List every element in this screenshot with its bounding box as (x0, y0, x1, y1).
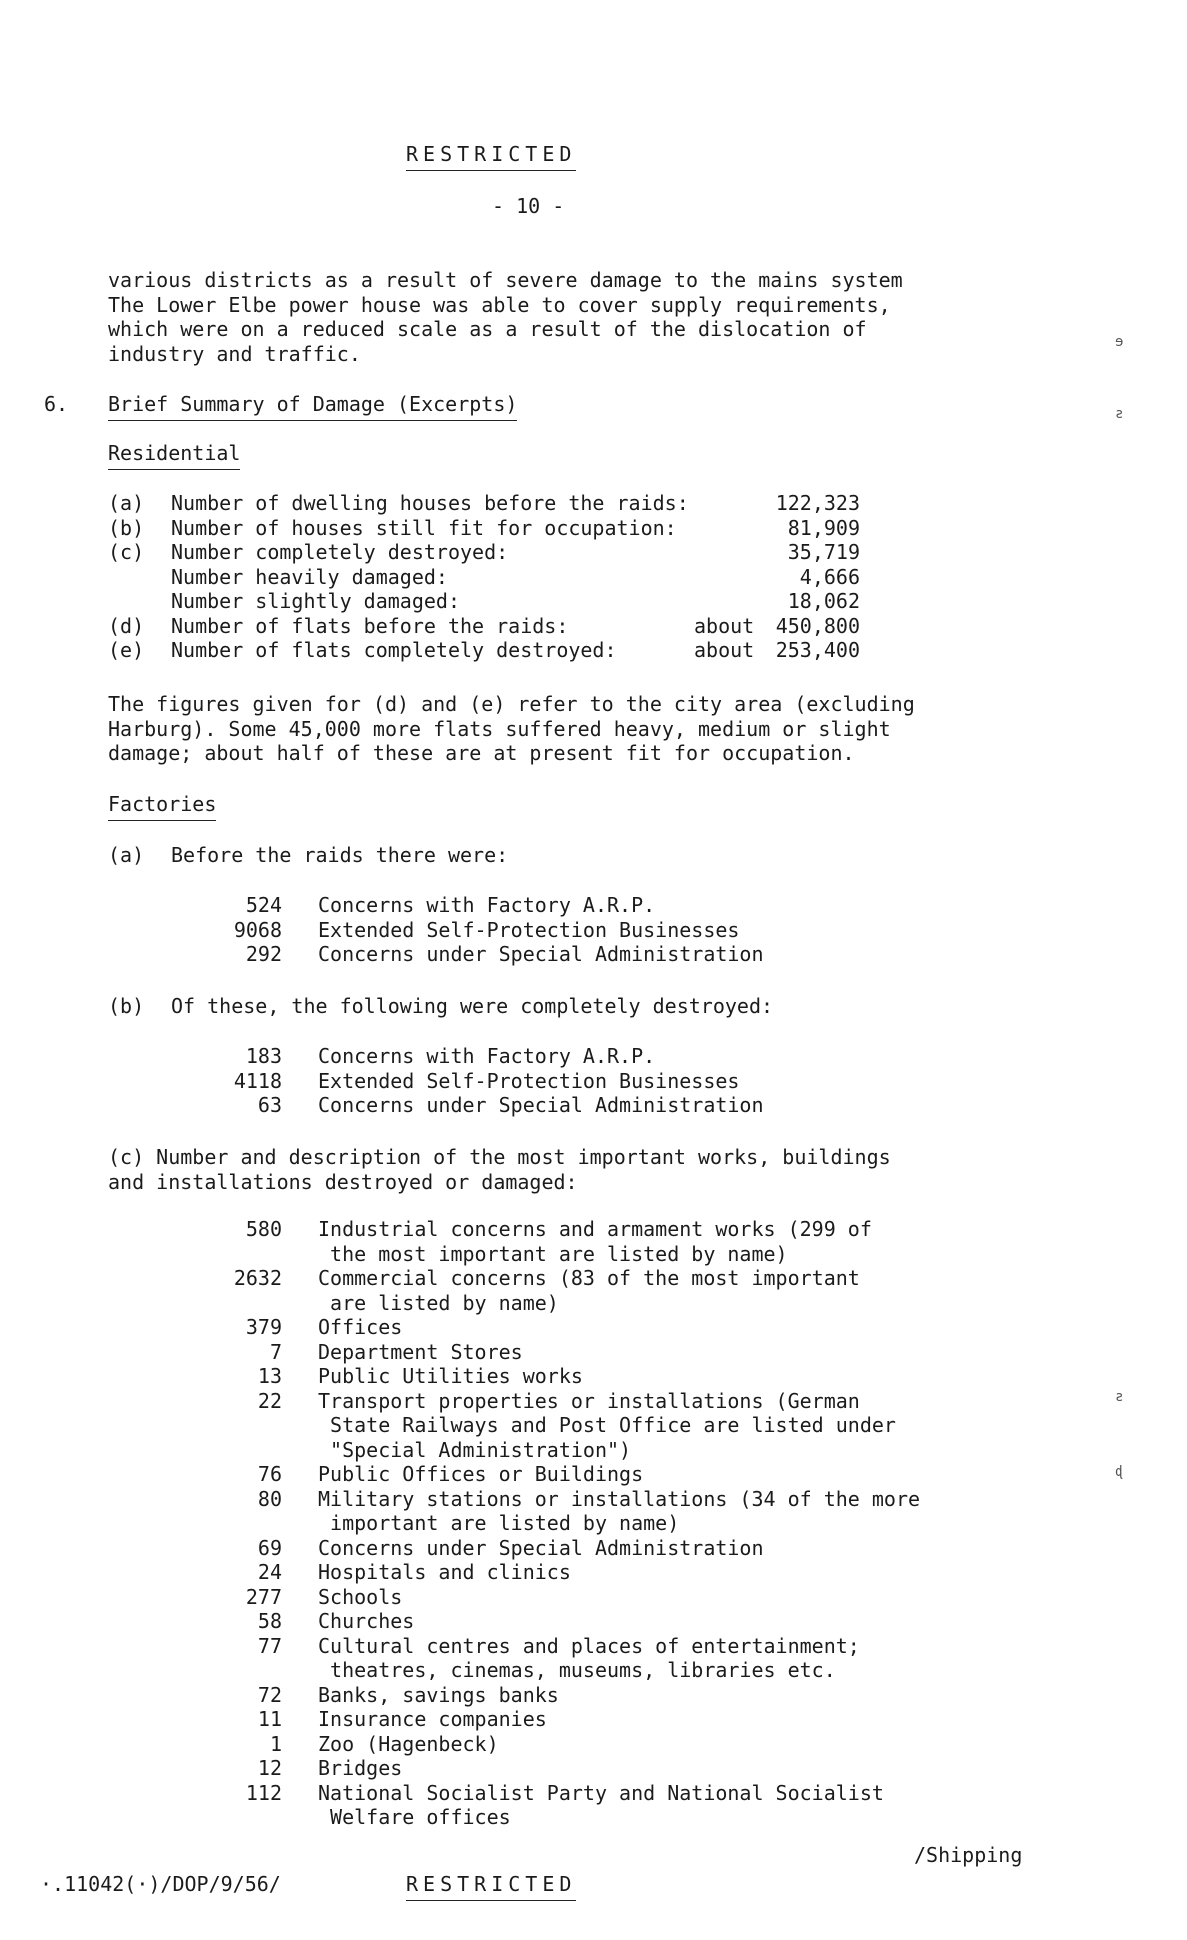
residential-item-value: 122,323 (775, 491, 860, 515)
residential-heading: Residential (108, 441, 240, 470)
works-description: Bridges (318, 1756, 403, 1780)
residential-item-label: Number of houses still fit for occupation: (171, 515, 677, 540)
works-description: Insurance companies (318, 1707, 547, 1731)
works-count: 1 (269, 1731, 282, 1756)
factories-b-text: Of these, the following were completely destroyed: (171, 994, 774, 1018)
works-description: Offices (318, 1315, 403, 1339)
page-number: - 10 - (492, 194, 565, 218)
count-description: Concerns under Special Administration (318, 1093, 764, 1117)
section-number: 6. (44, 392, 69, 416)
residential-note: The figures given for (d) and (e) refer to the city area (excluding Harburg). Some 45,000 more flats suffered heavy, medium or slight damage; about half of these are at present fit for occupation. (108, 692, 915, 765)
count-description: Concerns under Special Administration (318, 942, 764, 966)
count-description: Extended Self-Protection Businesses (318, 917, 740, 942)
factories-b-label: (b) (108, 994, 145, 1018)
residential-item-prefix: about (694, 613, 755, 638)
residential-item-label: Number of flats before the raids: (171, 613, 569, 638)
count-description: Extended Self-Protection Businesses (318, 1068, 740, 1093)
works-description: Zoo (Hagenbeck) (318, 1731, 499, 1756)
margin-mark: ƨ (1115, 1389, 1124, 1405)
residential-item-value: 18,062 (787, 589, 860, 613)
works-count: 69 (257, 1535, 282, 1560)
factories-a-text: Before the raids there were: (171, 843, 509, 867)
works-count: 24 (257, 1560, 282, 1584)
works-description: Banks, savings banks (318, 1682, 559, 1707)
works-description: Commercial concerns (83 of the most important are listed by name) (318, 1266, 860, 1315)
count-value: 183 (245, 1044, 282, 1068)
residential-item-letter: (a) (108, 491, 145, 515)
margin-mark: ƨ (1115, 406, 1124, 422)
residential-item-label: Number of dwelling houses before the raids: (171, 491, 689, 515)
works-description: Department Stores (318, 1339, 523, 1364)
header-classification: RESTRICTED (406, 142, 576, 171)
count-value: 292 (245, 942, 282, 966)
residential-item-label: Number of flats completely destroyed: (171, 638, 617, 662)
works-count: 72 (257, 1682, 282, 1707)
count-value: 4118 (233, 1068, 282, 1093)
works-count: 13 (257, 1364, 282, 1388)
count-value: 63 (257, 1093, 282, 1117)
residential-item-value: 35,719 (787, 540, 860, 564)
works-count: 77 (257, 1633, 282, 1658)
works-description: Hospitals and clinics (318, 1560, 571, 1584)
residential-item-letter: (c) (108, 540, 145, 564)
works-count: 12 (257, 1756, 282, 1780)
works-count: 379 (245, 1315, 282, 1339)
works-count: 76 (257, 1462, 282, 1486)
intro-paragraph: various districts as a result of severe damage to the mains system The Lower Elbe power house was able to cover supply requirements, which were on a reduced scale as a result of the dislocation of industry and traffic. (108, 268, 903, 366)
count-value: 9068 (233, 917, 282, 942)
works-description: Industrial concerns and armament works (299 of the most important are listed by name) (318, 1217, 872, 1266)
works-description: National Socialist Party and National Socialist Welfare offices (318, 1780, 884, 1829)
document-reference: ·.11042(·)/DOP/9/56/ (40, 1872, 281, 1896)
works-count: 7 (269, 1339, 282, 1364)
count-description: Concerns with Factory A.R.P. (318, 893, 656, 917)
residential-item-value: 253,400 (775, 638, 860, 662)
count-description: Concerns with Factory A.R.P. (318, 1044, 656, 1068)
residential-item-label: Number completely destroyed: (171, 540, 509, 564)
works-description: Concerns under Special Administration (318, 1535, 764, 1560)
works-count: 112 (245, 1780, 282, 1805)
works-count: 11 (257, 1707, 282, 1731)
residential-item-prefix: about (694, 638, 755, 662)
catchword: /Shipping (914, 1843, 1023, 1867)
works-description: Public Utilities works (318, 1364, 583, 1388)
margin-mark: ɖ (1115, 1464, 1124, 1480)
works-count: 277 (245, 1584, 282, 1609)
residential-item-value: 450,800 (775, 613, 860, 638)
works-description: Schools (318, 1584, 403, 1609)
works-description: Transport properties or installations (German State Railways and Post Office are listed under "Special Administration") (318, 1388, 896, 1462)
residential-item-letter: (b) (108, 515, 145, 540)
margin-mark: ɘ (1115, 334, 1124, 350)
factories-c-text: (c) Number and description of the most important works, buildings and installations destroyed or damaged: (108, 1145, 891, 1194)
works-count: 80 (257, 1486, 282, 1511)
factories-heading: Factories (108, 792, 216, 821)
residential-item-letter: (d) (108, 613, 145, 638)
residential-item-letter: (e) (108, 638, 145, 662)
works-count: 22 (257, 1388, 282, 1413)
residential-item-label: Number slightly damaged: (171, 589, 460, 613)
residential-item-label: Number heavily damaged: (171, 564, 448, 589)
residential-item-value: 4,666 (799, 564, 860, 589)
footer-classification: RESTRICTED (406, 1872, 576, 1901)
works-description: Churches (318, 1609, 415, 1633)
works-count: 2632 (233, 1266, 282, 1290)
works-description: Cultural centres and places of entertainment; theatres, cinemas, museums, libraries etc. (318, 1633, 860, 1682)
works-description: Military stations or installations (34 of the more important are listed by name) (318, 1486, 921, 1535)
works-count: 580 (245, 1217, 282, 1241)
factories-a-label: (a) (108, 843, 145, 867)
section-title: Brief Summary of Damage (Excerpts) (108, 392, 517, 421)
count-value: 524 (245, 893, 282, 917)
works-description: Public Offices or Buildings (318, 1462, 644, 1486)
works-count: 58 (257, 1609, 282, 1633)
residential-item-value: 81,909 (787, 515, 860, 540)
